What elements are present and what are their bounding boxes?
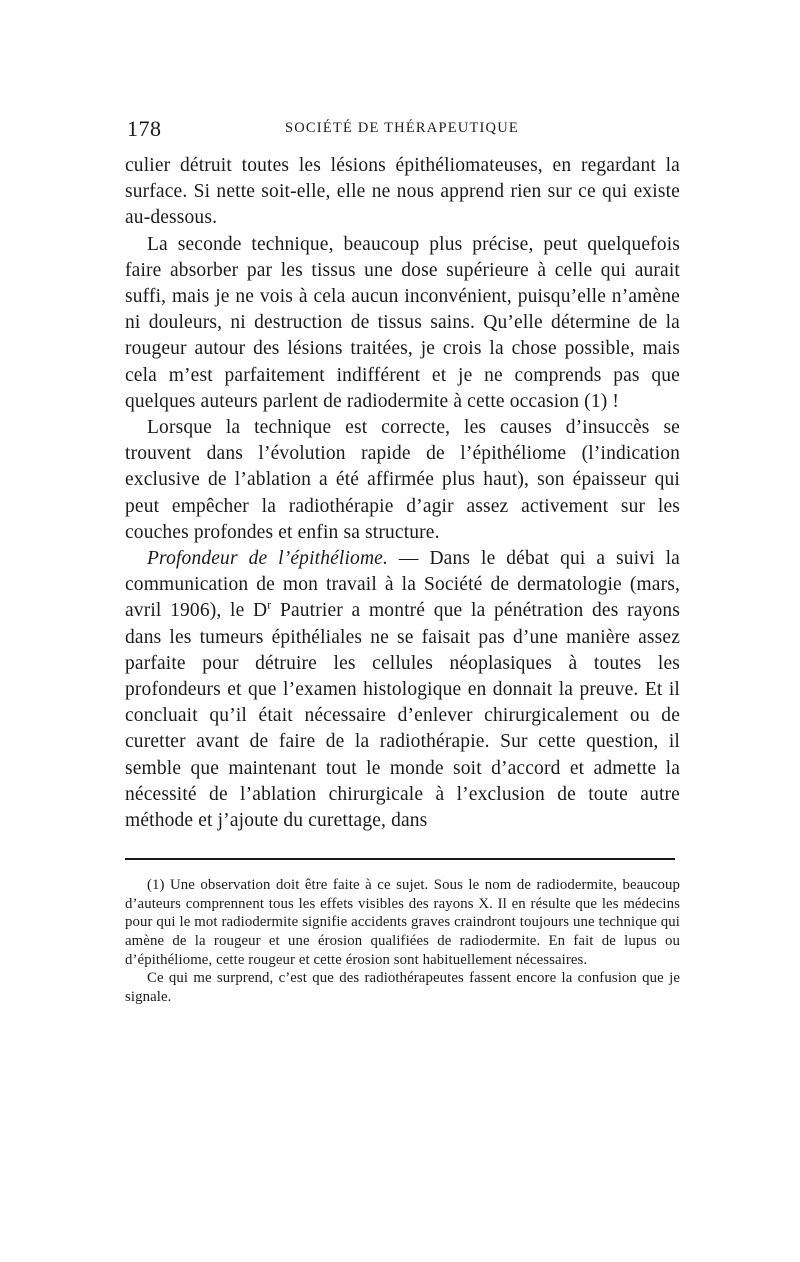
book-page [125,112,680,1006]
paragraph-2: La seconde technique, beaucoup plus précise, peut quelquefois faire absorber par les tissus une dose supérieure à celle qui aurait suffi, mais je ne vois à cela aucun inconvénient, puisqu’elle n’amène ni douleurs, ni destruction de tissus sains. Qu’elle détermine de la rougeur autour des lésions traitées, je crois la chose possible, mais cela m’est parfaitement indifférent et je ne comprends pas que quelques auteurs parlent de radiodermite à cette occasion (1) ! [125,233,680,412]
running-title: SOCIÉTÉ DE THÉRAPEUTIQUE [285,120,519,136]
page-number: 178 [127,116,162,141]
paragraph-4-text-a: Dans le débat qui a suivi la communication de mon travail à la Société de dermatologie (mars, avril 1906), le D [125,548,680,622]
section-heading: Profondeur de l’épithéliome. [147,548,389,570]
paragraph-4 [125,546,680,834]
heading-dash: — [388,548,430,570]
footnote-2: Ce qui me surprend, c’est que des radiothérapeutes fassent encore la confusion que je signale. [125,970,680,1005]
doctor-superscript: r [267,598,272,612]
paragraph-1: culier détruit toutes les lésions épithéliomateuses, en regardant la surface. Si nette soit-elle, elle ne nous apprend rien sur ce qui existe au-dessous. [125,155,680,229]
running-head [125,112,680,144]
footnote-1: (1) Une observation doit être faite à ce sujet. Sous le nom de radiodermite, beaucoup d’auteurs comprennent tous les effets visibles des rayons X. Il en résulte que les médecins pour qui le mot radiodermite signifie accidents graves craindront toujours une technique qui amène de la rougeur et une érosion qualifiées de radiodermite. En fait de lupus ou d’épithéliome, cette rougeur et cette érosion sont habituellement nécessaires. [125,877,680,968]
paragraph-3: Lorsque la technique est correcte, les causes d’insuccès se trouvent dans l’évolution rapide de l’épithéliome (l’indication exclusive de l’ablation a été affirmée plus haut), son épaisseur qui peut empêcher la radiothérapie d’agir assez activement sur les couches profondes et enfin sa structure. [125,417,680,543]
body-text [125,153,680,834]
footnote-rule [125,858,675,860]
paragraph-4-text-b: Pautrier a montré que la pénétration des rayons dans les tumeurs épithéliales ne se faisait pas d’une manière assez parfaite pour détruire les cellules néoplasiques à toutes les profondeurs et que l’examen histologique en donnait la preuve. Et il concluait qu’il était nécessaire d’enlever chirurgicalement ou de curetter avant de faire de la radiothérapie. Sur cette question, il semble que maintenant tout le monde soit d’accord et admette la nécessité de l’ablation chirurgicale à l’exclusion de toute autre méthode et j’ajoute du curettage, dans [125,600,680,832]
footnotes [125,876,680,1006]
